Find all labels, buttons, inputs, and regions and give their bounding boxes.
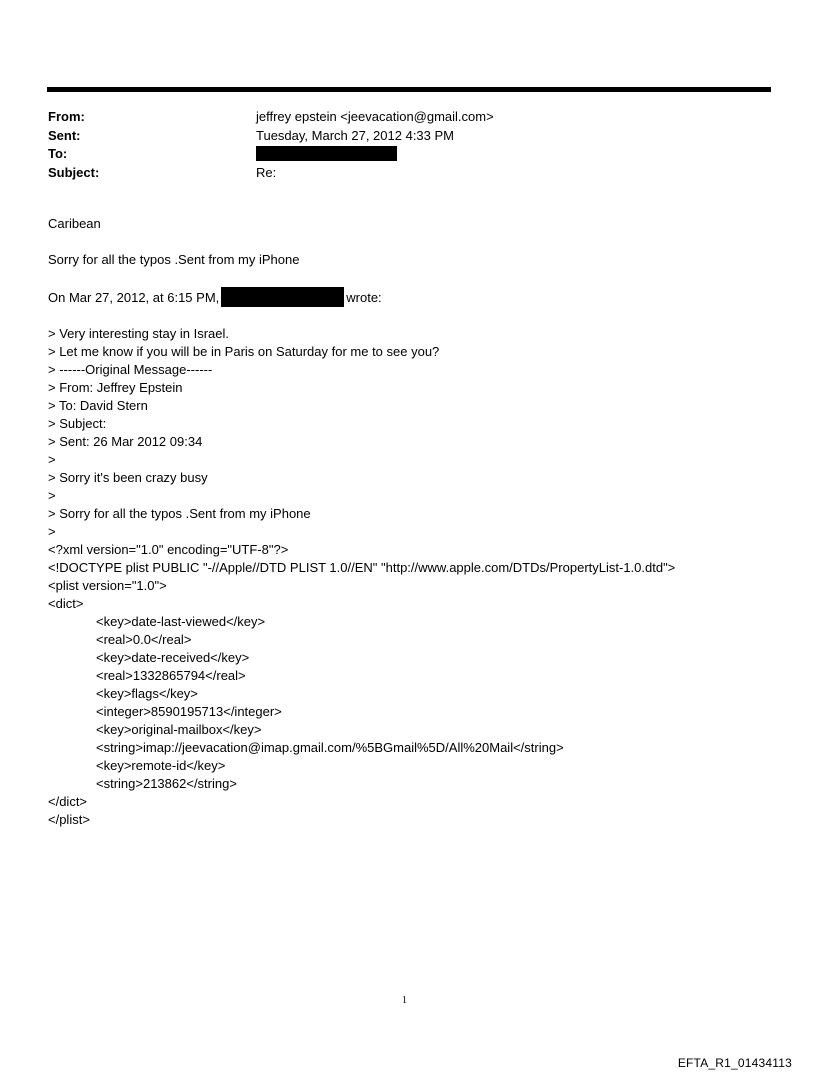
xml-line: <?xml version="1.0" encoding="UTF-8"?>	[48, 542, 289, 557]
xml-line: <dict>	[48, 596, 84, 611]
xml-line: <string>imap://jeevacation@imap.gmail.com/%5BGmail%5D/All%20Mail</string>	[96, 740, 564, 755]
xml-line: <plist version="1.0">	[48, 578, 167, 593]
xml-line: <key>flags</key>	[96, 686, 198, 701]
redaction-box	[221, 287, 344, 307]
header-rule	[47, 87, 771, 92]
xml-line: </plist>	[48, 812, 90, 827]
xml-block	[48, 541, 788, 829]
xml-line: </dict>	[48, 794, 88, 809]
quoted-line: > Subject:	[48, 416, 107, 431]
redaction-box	[256, 146, 397, 161]
quoted-line: > To: David Stern	[48, 398, 148, 413]
quoted-line: > Let me know if you will be in Paris on Saturday for me to see you?	[48, 344, 440, 359]
sent-value: Tuesday, March 27, 2012 4:33 PM	[256, 127, 454, 143]
body-line: Caribean	[48, 216, 101, 231]
from-value: jeffrey epstein <jeevacation@gmail.com>	[256, 109, 494, 124]
quoted-line: > From: Jeffrey Epstein	[48, 380, 183, 395]
quoted-line: > Very interesting stay in Israel.	[48, 326, 230, 341]
subject-row	[48, 164, 768, 183]
email-header	[48, 108, 768, 182]
email-body	[48, 215, 788, 829]
from-label: From:	[48, 109, 85, 124]
xml-line: <key>date-received</key>	[96, 650, 250, 665]
subject-label: Subject:	[48, 164, 100, 180]
subject-value: Re:	[256, 164, 277, 180]
quoted-line: > Sent: 26 Mar 2012 09:34	[48, 434, 203, 449]
sent-label: Sent:	[48, 127, 81, 143]
quoted-line: > ------Original Message------	[48, 362, 213, 377]
xml-line: <string>213862</string>	[96, 776, 237, 791]
xml-line: <key>remote-id</key>	[96, 758, 226, 773]
xml-line: <real>0.0</real>	[96, 632, 192, 647]
to-label: To:	[48, 146, 68, 161]
sent-row	[48, 127, 768, 146]
quoted-line: > Sorry for all the typos .Sent from my iPhone	[48, 506, 311, 521]
page-number: 1	[402, 995, 407, 1006]
attribution-suffix: wrote:	[346, 290, 382, 305]
quoted-line: >	[48, 524, 56, 539]
to-row	[48, 145, 768, 164]
document-id: EFTA_R1_01434113	[677, 1056, 792, 1070]
quoted-line: >	[48, 452, 56, 467]
xml-line: <key>original-mailbox</key>	[96, 722, 262, 737]
quoted-line: >	[48, 488, 56, 503]
body-line: Sorry for all the typos .Sent from my iPhone	[48, 252, 300, 267]
attribution-prefix: On Mar 27, 2012, at 6:15 PM,	[48, 290, 220, 305]
xml-line: <integer>8590195713</integer>	[96, 704, 282, 719]
quoted-line: > Sorry it's been crazy busy	[48, 470, 208, 485]
xml-line: <!DOCTYPE plist PUBLIC "-//Apple//DTD PLIST 1.0//EN" "http://www.apple.com/DTDs/PropertyList-1.0.dtd">	[48, 560, 676, 575]
xml-line: <real>1332865794</real>	[96, 668, 246, 683]
attribution-line	[48, 287, 788, 307]
xml-line: <key>date-last-viewed</key>	[96, 614, 266, 629]
from-row	[48, 108, 768, 127]
quoted-message	[48, 325, 788, 541]
